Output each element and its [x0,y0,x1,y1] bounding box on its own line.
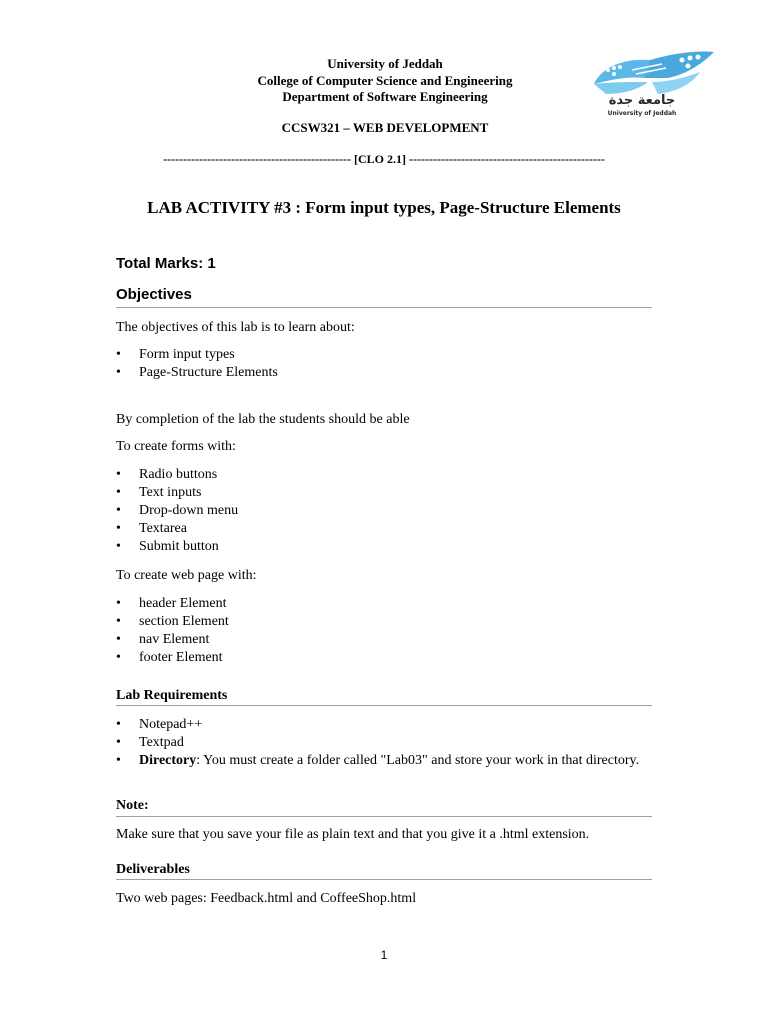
lab-title: LAB ACTIVITY #3 : Form input types, Page-Structure Elements [147,198,621,217]
list-item [116,364,652,382]
list-item-text: Radio buttons [139,467,218,482]
deliverables-heading: Deliverables [116,862,190,877]
list-item-text: Textarea [139,521,187,536]
list-item [116,484,652,502]
list-item [116,346,652,364]
bullet-icon: • [116,485,121,500]
university-name: University of Jeddah [327,56,443,71]
list-item [116,631,652,649]
objectives-intro: The objectives of this lab is to learn about: [116,320,355,335]
objectives-heading: Objectives [116,286,192,303]
total-marks: Total Marks: 1 [116,255,216,272]
bullet-icon: • [116,347,121,362]
list-item-text: Text inputs [139,485,202,500]
course-title: CCSW321 – WEB DEVELOPMENT [281,120,489,135]
list-item-text: Form input types [139,347,235,362]
list-item-text: header Element [139,596,227,611]
logo-english-text: University of Jeddah [607,110,677,117]
list-item [116,734,652,752]
college-name: College of Computer Science and Engineering [257,73,513,88]
list-item [116,752,652,770]
department-name: Department of Software Engineering [282,89,488,104]
completion-text: By completion of the lab the students should be able [116,412,410,427]
list-item-text: footer Element [139,650,223,665]
note-text: Make sure that you save your file as plain text and that you give it a .html extension. [116,827,590,842]
directory-text: : You must create a folder called "Lab03" and store your work in that directory. [196,753,640,768]
webpage-items-list [116,595,652,667]
bullet-icon: • [116,735,121,750]
forms-intro: To create forms with: [116,439,236,454]
list-item-text: section Element [139,614,229,629]
deliverables-divider [116,879,652,880]
page-number: 1 [380,948,388,962]
bullet-icon: • [116,717,121,732]
bullet-icon: • [116,521,121,536]
list-item [116,520,652,538]
bullet-icon: • [116,365,121,380]
objectives-divider [116,307,652,308]
clo-separator-line: ----------------------------------------------- [CLO 2.1] ------------------------------------------------- [163,152,605,166]
list-item [116,466,652,484]
list-item [116,649,652,667]
logo-arabic-text: جامعة جدة [608,93,676,108]
list-item [116,716,652,734]
directory-label: Directory [139,753,197,768]
list-item [116,595,652,613]
objectives-list [116,346,652,382]
note-heading: Note: [116,798,149,813]
list-item-text: Textpad [139,735,184,750]
list-item-text: Page-Structure Elements [139,365,278,380]
bullet-icon: • [116,467,121,482]
requirements-divider [116,705,652,706]
webpage-intro: To create web page with: [116,568,257,583]
bullet-icon: • [116,753,121,768]
note-divider [116,816,652,817]
deliverables-text: Two web pages: Feedback.html and CoffeeShop.html [116,891,417,906]
list-item-text: Drop-down menu [139,503,239,518]
list-item-text: nav Element [139,632,210,647]
list-item [116,613,652,631]
requirements-heading: Lab Requirements [116,688,228,703]
bullet-icon: • [116,632,121,647]
requirements-list [116,716,652,770]
list-item-text: Notepad++ [139,717,203,732]
university-logo [592,48,716,122]
bullet-icon: • [116,539,121,554]
list-item-text: Submit button [139,539,219,554]
bullet-icon: • [116,614,121,629]
bullet-icon: • [116,650,121,665]
bullet-icon: • [116,596,121,611]
list-item [116,502,652,520]
list-item [116,538,652,556]
bullet-icon: • [116,503,121,518]
form-items-list [116,466,652,556]
